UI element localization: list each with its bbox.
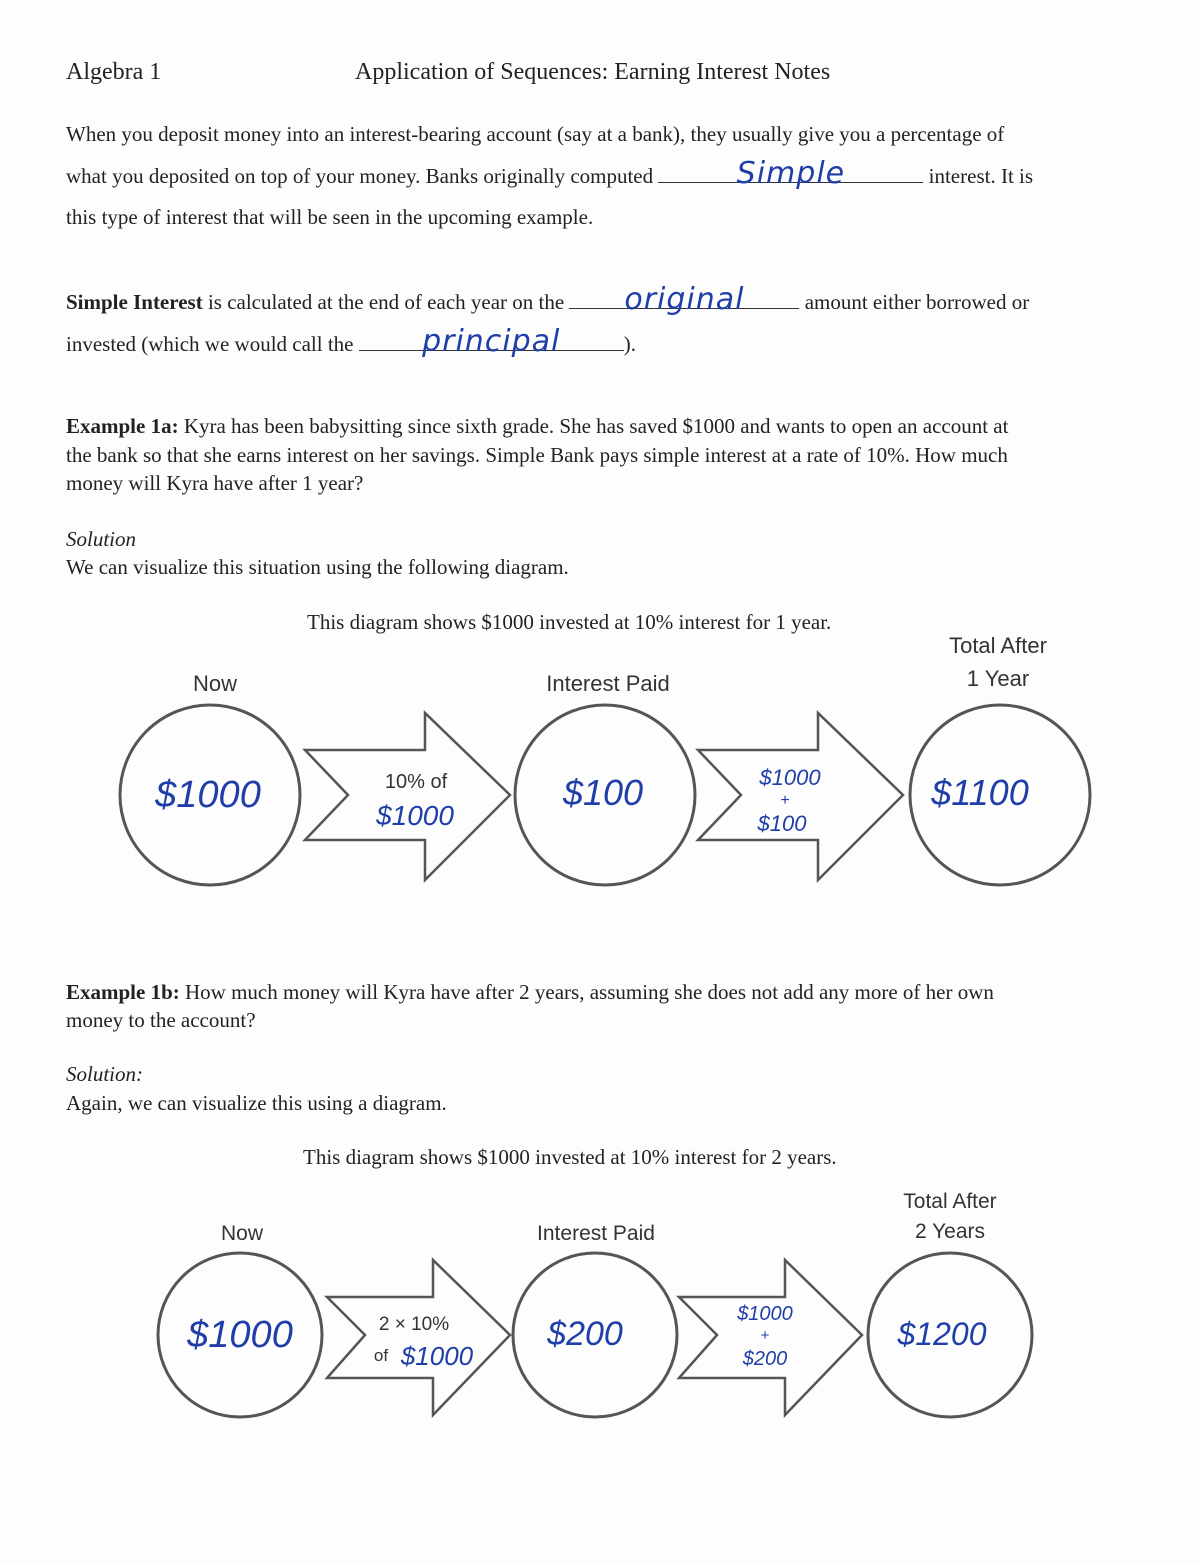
diagram-1a-arrow-1-text: 10% of xyxy=(384,771,448,793)
simple-interest-text-1: is calculated at the end of each year on the xyxy=(207,290,565,314)
example-1b-line-1 xyxy=(66,978,994,1006)
diagram-1b-interest-value: $200 xyxy=(547,1315,623,1353)
diagram-1a-total-label-2: 1 Year xyxy=(966,666,1030,691)
diagram-1a-caption: This diagram shows $1000 invested at 10% interest for 1 year. xyxy=(307,610,832,634)
diagram-1b-now-label: Now xyxy=(220,1222,264,1245)
diagram-1a xyxy=(0,625,1200,905)
simple-interest-line-2 xyxy=(66,324,636,359)
example-1a-line-3: money will Kyra have after 1 year? xyxy=(66,471,364,495)
intro-line-1: When you deposit money into an interest-bearing account (say at a bank), they usually give you a percentage of xyxy=(66,122,1005,146)
diagram-1a-interest-value: $100 xyxy=(562,772,644,813)
solution-1a-label-text: Solution xyxy=(66,527,137,551)
diagram-1a-now-label: Now xyxy=(192,671,238,696)
diagram-1b-caption: This diagram shows $1000 invested at 10% interest for 2 years. xyxy=(303,1145,837,1169)
example-1a-line-1 xyxy=(66,412,1008,440)
example-1b-label: Example 1b: xyxy=(66,980,180,1004)
intro-line-2-start: what you deposited on top of your money. Banks originally computed xyxy=(66,164,654,188)
diagram-1b-arrow-1 xyxy=(327,1260,510,1415)
page-title: Application of Sequences: Earning Interest Notes xyxy=(355,59,831,85)
handwritten-simple: Simple xyxy=(736,156,846,191)
simple-interest-text-3: invested (which we would call the xyxy=(66,332,354,356)
diagram-1b-arrow-1-text-2: of xyxy=(373,1346,389,1365)
intro-line-3: this type of interest that will be seen in the upcoming example. xyxy=(66,205,594,229)
course-name: Algebra 1 xyxy=(66,59,162,85)
diagram-1b xyxy=(0,1180,1200,1430)
solution-1b-text: Again, we can visualize this using a diagram. xyxy=(66,1091,447,1115)
diagram-1b-arrow-1-hand: $1000 xyxy=(400,1341,474,1371)
diagram-1b-now-value: $1000 xyxy=(187,1314,293,1356)
simple-interest-term: Simple Interest xyxy=(66,290,203,314)
example-1b-line-2: money to the account? xyxy=(66,1008,256,1032)
diagram-1b-total-label-2: 2 Years xyxy=(914,1220,986,1243)
diagram-1a-now-value: $1000 xyxy=(155,774,261,816)
example-1a-line-2: the bank so that she earns interest on her savings. Simple Bank pays simple interest at a rate of 10%. How much xyxy=(66,443,1008,467)
handwritten-original: original xyxy=(624,282,745,317)
diagram-1a-arrow-1-hand: $1000 xyxy=(376,800,454,831)
handwritten-principal: principal xyxy=(422,324,561,359)
diagram-1b-arrow-2-plus: + xyxy=(760,1327,770,1344)
example-1a-text-1: Kyra has been babysitting since sixth grade. She has saved $1000 and wants to open an account at xyxy=(183,414,1009,438)
diagram-1a-interest-label: Interest Paid xyxy=(546,671,670,696)
diagram-1b-total-value: $1200 xyxy=(897,1316,987,1352)
diagram-1b-arrow-2-line-3: $200 xyxy=(742,1348,788,1370)
example-1b-text-1: How much money will Kyra have after 2 years, assuming she does not add any more of her own xyxy=(185,980,994,1004)
diagram-1a-arrow-2-line-1: $1000 xyxy=(759,765,821,790)
diagram-1b-arrow-2 xyxy=(679,1260,862,1415)
diagram-1a-arrow-2 xyxy=(698,713,903,880)
fill-blank-original xyxy=(569,282,799,317)
diagram-1a-arrow-1 xyxy=(305,713,510,880)
simple-interest-line-1 xyxy=(66,282,1030,317)
intro-line-2 xyxy=(66,156,1034,191)
intro-line-2-end: interest. It is xyxy=(928,164,1034,188)
simple-interest-text-2: amount either borrowed or xyxy=(804,290,1030,314)
solution-1b-label-text: Solution: xyxy=(66,1062,143,1086)
diagram-1a-total-label-1: Total After xyxy=(949,633,1047,658)
diagram-1b-total-label-1: Total After xyxy=(903,1190,997,1213)
solution-1b-label xyxy=(66,1060,143,1088)
solution-1a-label xyxy=(66,525,136,553)
diagram-1a-arrow-2-plus: + xyxy=(780,792,790,809)
example-1a-label: Example 1a: xyxy=(66,414,179,438)
diagram-1b-arrow-2-line-1: $1000 xyxy=(737,1303,793,1325)
diagram-1b-arrow-1-text-1: 2 × 10% xyxy=(378,1314,450,1335)
solution-1a-text: We can visualize this situation using the following diagram. xyxy=(66,555,569,579)
diagram-1b-interest-label: Interest Paid xyxy=(537,1222,655,1245)
fill-blank-principal xyxy=(359,324,624,359)
diagram-1a-arrow-2-line-3: $100 xyxy=(757,811,807,836)
diagram-1a-total-value: $1100 xyxy=(931,772,1029,813)
simple-interest-text-4: ). xyxy=(623,332,636,356)
fill-blank-simple xyxy=(658,156,923,191)
